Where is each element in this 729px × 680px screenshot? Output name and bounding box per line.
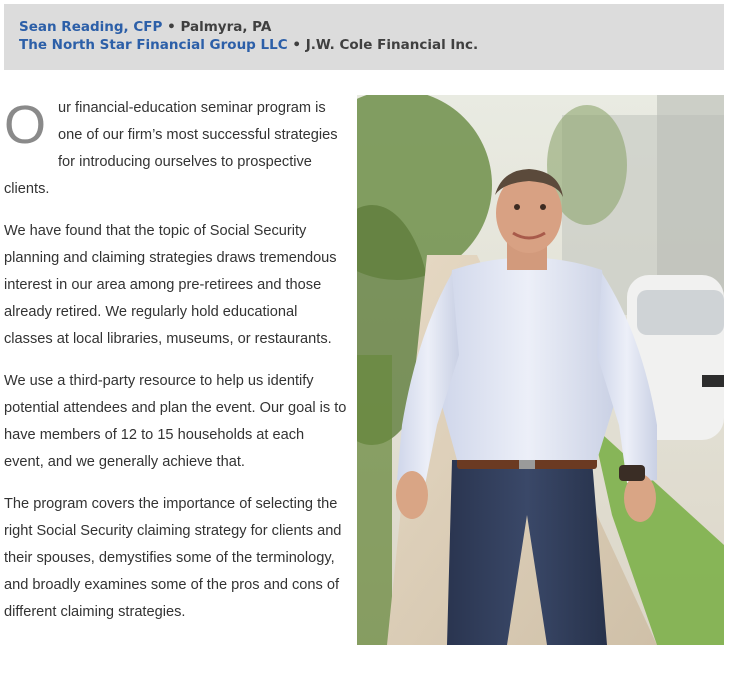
advisor-header [4,4,724,70]
article-body [4,95,347,641]
separator-dot: • [292,37,302,53]
advisor-location: Palmyra, PA [180,19,272,35]
advisor-photo [357,95,724,645]
header-line-2 [19,36,724,54]
advisor-photo-illustration [357,95,724,645]
paragraph-1-text: ur financial-education seminar program is one of our firm’s most successful strategies for introducing ourselves to prospective clients. [4,100,338,197]
paragraph-2: We have found that the topic of Social Security planning and claiming strategies draws tremendous interest in our area among pre-retirees and those already retired. We regularly hold educational classes at local libraries, museums, or restaurants. [4,223,337,347]
paragraph-3: We use a third-party resource to help us identify potential attendees and plan the event. Our goal is to have members of 12 to 15 households at each event, and we generally achieve that. [4,373,347,470]
drop-cap: O [4,95,47,155]
separator-dot: • [167,19,176,35]
firm-name-link[interactable]: The North Star Financial Group LLC [19,37,288,53]
paragraph-1 [4,95,347,203]
header-line-1 [19,18,724,36]
paragraph-4: The program covers the importance of selecting the right Social Security claiming strategy for clients and their spouses, demystifies some of the terminology, and broadly examines some of the pros and cons of different claiming strategies. [4,496,342,620]
broker-dealer-name: J.W. Cole Financial Inc. [305,37,479,53]
advisor-name-link[interactable]: Sean Reading, CFP [19,19,163,35]
